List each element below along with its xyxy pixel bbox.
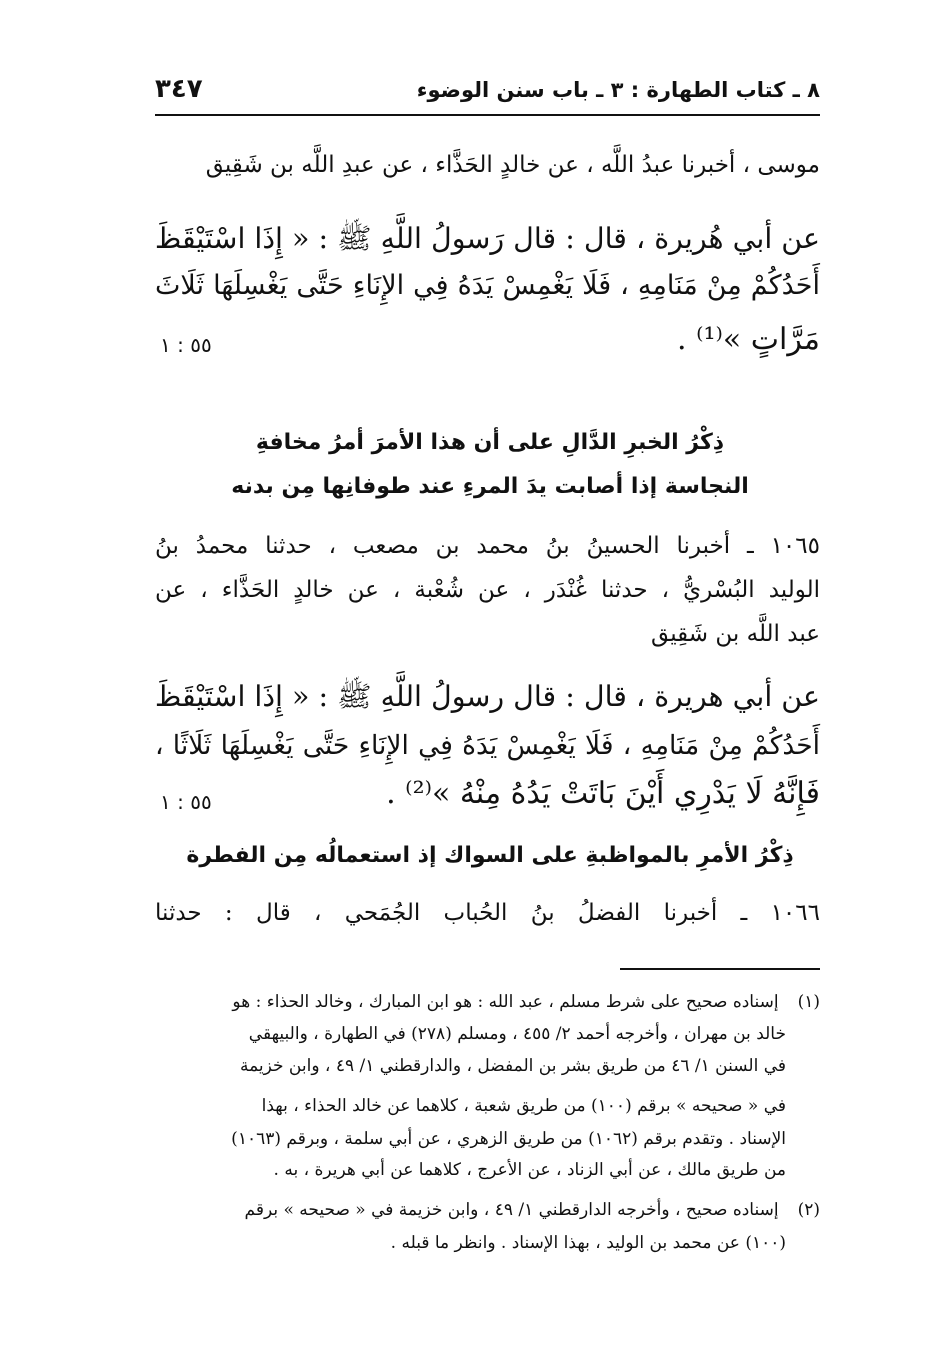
running-header	[155, 72, 820, 112]
footnote-marker: (٢)	[797, 1200, 820, 1220]
header-rule	[155, 114, 820, 116]
section-heading: ذِكْرُ الأمرِ بالمواظبةِ على السواك إذ استعمالُه مِن الفطرة	[186, 843, 794, 868]
matn-line: عن أبي هريرة ، قال : قال رسولُ اللَّهِ ﷺ : « إِذَا اسْتَيْقَظَ	[154, 680, 820, 713]
matn-line: عن أبي هُريرة ، قال : قال رَسولُ اللَّهِ ﷺ : « إِذَا اسْتَيْقَظَ	[154, 222, 820, 255]
isnad-line: عبد اللَّه بن شَقِيق	[651, 621, 820, 647]
footnote-2-line: (١٠٠) عن محمد بن الوليد ، بهذا الإسناد . وانظر ما قبله .	[390, 1233, 786, 1253]
footnote-1-line: الإسناد . وتقدم برقم (١٠٦٢) من طريق الزهري ، عن أبي سلمة ، وبرقم (١٠٦٣)	[231, 1129, 786, 1149]
matn-line: مَرَّاتٍ »⁽¹⁾ .	[677, 322, 820, 357]
footnote-1-line	[155, 992, 820, 1012]
isnad-line: ١٠٦٥ ـ أخبرنا الحسينُ بنُ محمد بن مصعب ، حدثنا محمدُ بنُ	[155, 533, 820, 559]
reference-marker: ٥٥ : ١	[160, 790, 212, 814]
footnote-text: إسناده صحيح على شرط مسلم ، عبد الله : هو ابن المبارك ، وخالد الحذاء : هو	[232, 992, 779, 1012]
footnote-1-line: في السنن ١/ ٤٦ من طريق بشر بن المفضل ، والدارقطني ١/ ٤٩ ، وابن خزيمة	[239, 1056, 786, 1076]
reference-marker: ٥٥ : ١	[160, 333, 212, 357]
section-heading: النجاسة إذا أصابت يدَ المرءِ عند طوفانِها مِن بدنه	[231, 474, 749, 499]
section-heading: ذِكْرُ الخبرِ الدَّالِ على أن هذا الأمرَ أمرُ مخافةِ	[255, 430, 725, 455]
isnad-line: الوليد البُسْريُّ ، حدثنا غُنْدَر ، عن شُعْبة ، عن خالدٍ الحَذَّاء ، عن	[155, 577, 820, 603]
footnote-text: إسناده صحيح ، وأخرجه الدارقطني ١/ ٤٩ ، وابن خزيمة في « صحيحه » برقم	[244, 1200, 779, 1220]
isnad-line: ١٠٦٦ ـ أخبرنا الفضلُ بنُ الحُباب الجُمَحي ، قال : حدثنا	[155, 900, 820, 926]
footnote-marker: (١)	[797, 992, 820, 1012]
footnote-1-line: خالد بن مهران ، وأخرجه أحمد ٢/ ٤٥٥ ، ومسلم (٢٧٨) في الطهارة ، والبيهقي	[248, 1024, 786, 1044]
matn-line: أَحَدُكُمْ مِنْ مَنَامِهِ ، فَلَا يَغْمِسْ يَدَهُ فِي الإِنَاءِ حَتَّى يَغْسِلَهَا ثَلَاثَ	[155, 270, 820, 301]
matn-line: أَحَدُكُمْ مِنْ مَنَامِهِ ، فَلَا يَغْمِسْ يَدَهُ فِي الإِنَاءِ حَتَّى يَغْسِلَهَا ثَلَاثًا ،	[155, 730, 820, 761]
isnad-line: موسى ، أخبرنا عبدُ اللَّه ، عن خالدٍ الحَذَّاء ، عن عبدِ اللَّه بن شَقِيق	[205, 152, 820, 178]
footnote-1-line: من طريق مالك ، عن أبي الزناد ، عن الأعرج ، كلاهما عن أبي هريرة ، به .	[273, 1160, 786, 1180]
footnote-1-line: في « صحيحه » برقم (١٠٠) من طريق شعبة ، كلاهما عن خالد الحذاء ، بهذا	[261, 1096, 786, 1116]
matn-line: فَإِنَّهُ لَا يَدْرِي أَيْنَ بَاتَتْ يَدُهُ مِنْهُ »⁽²⁾ .	[386, 776, 820, 811]
footnote-2-line	[155, 1200, 820, 1220]
chapter-title: ٨ ـ كتاب الطهارة : ٣ ـ باب سنن الوضوء	[416, 78, 820, 102]
footnote-rule	[620, 968, 820, 970]
page-number: ٣٤٧	[155, 74, 203, 104]
